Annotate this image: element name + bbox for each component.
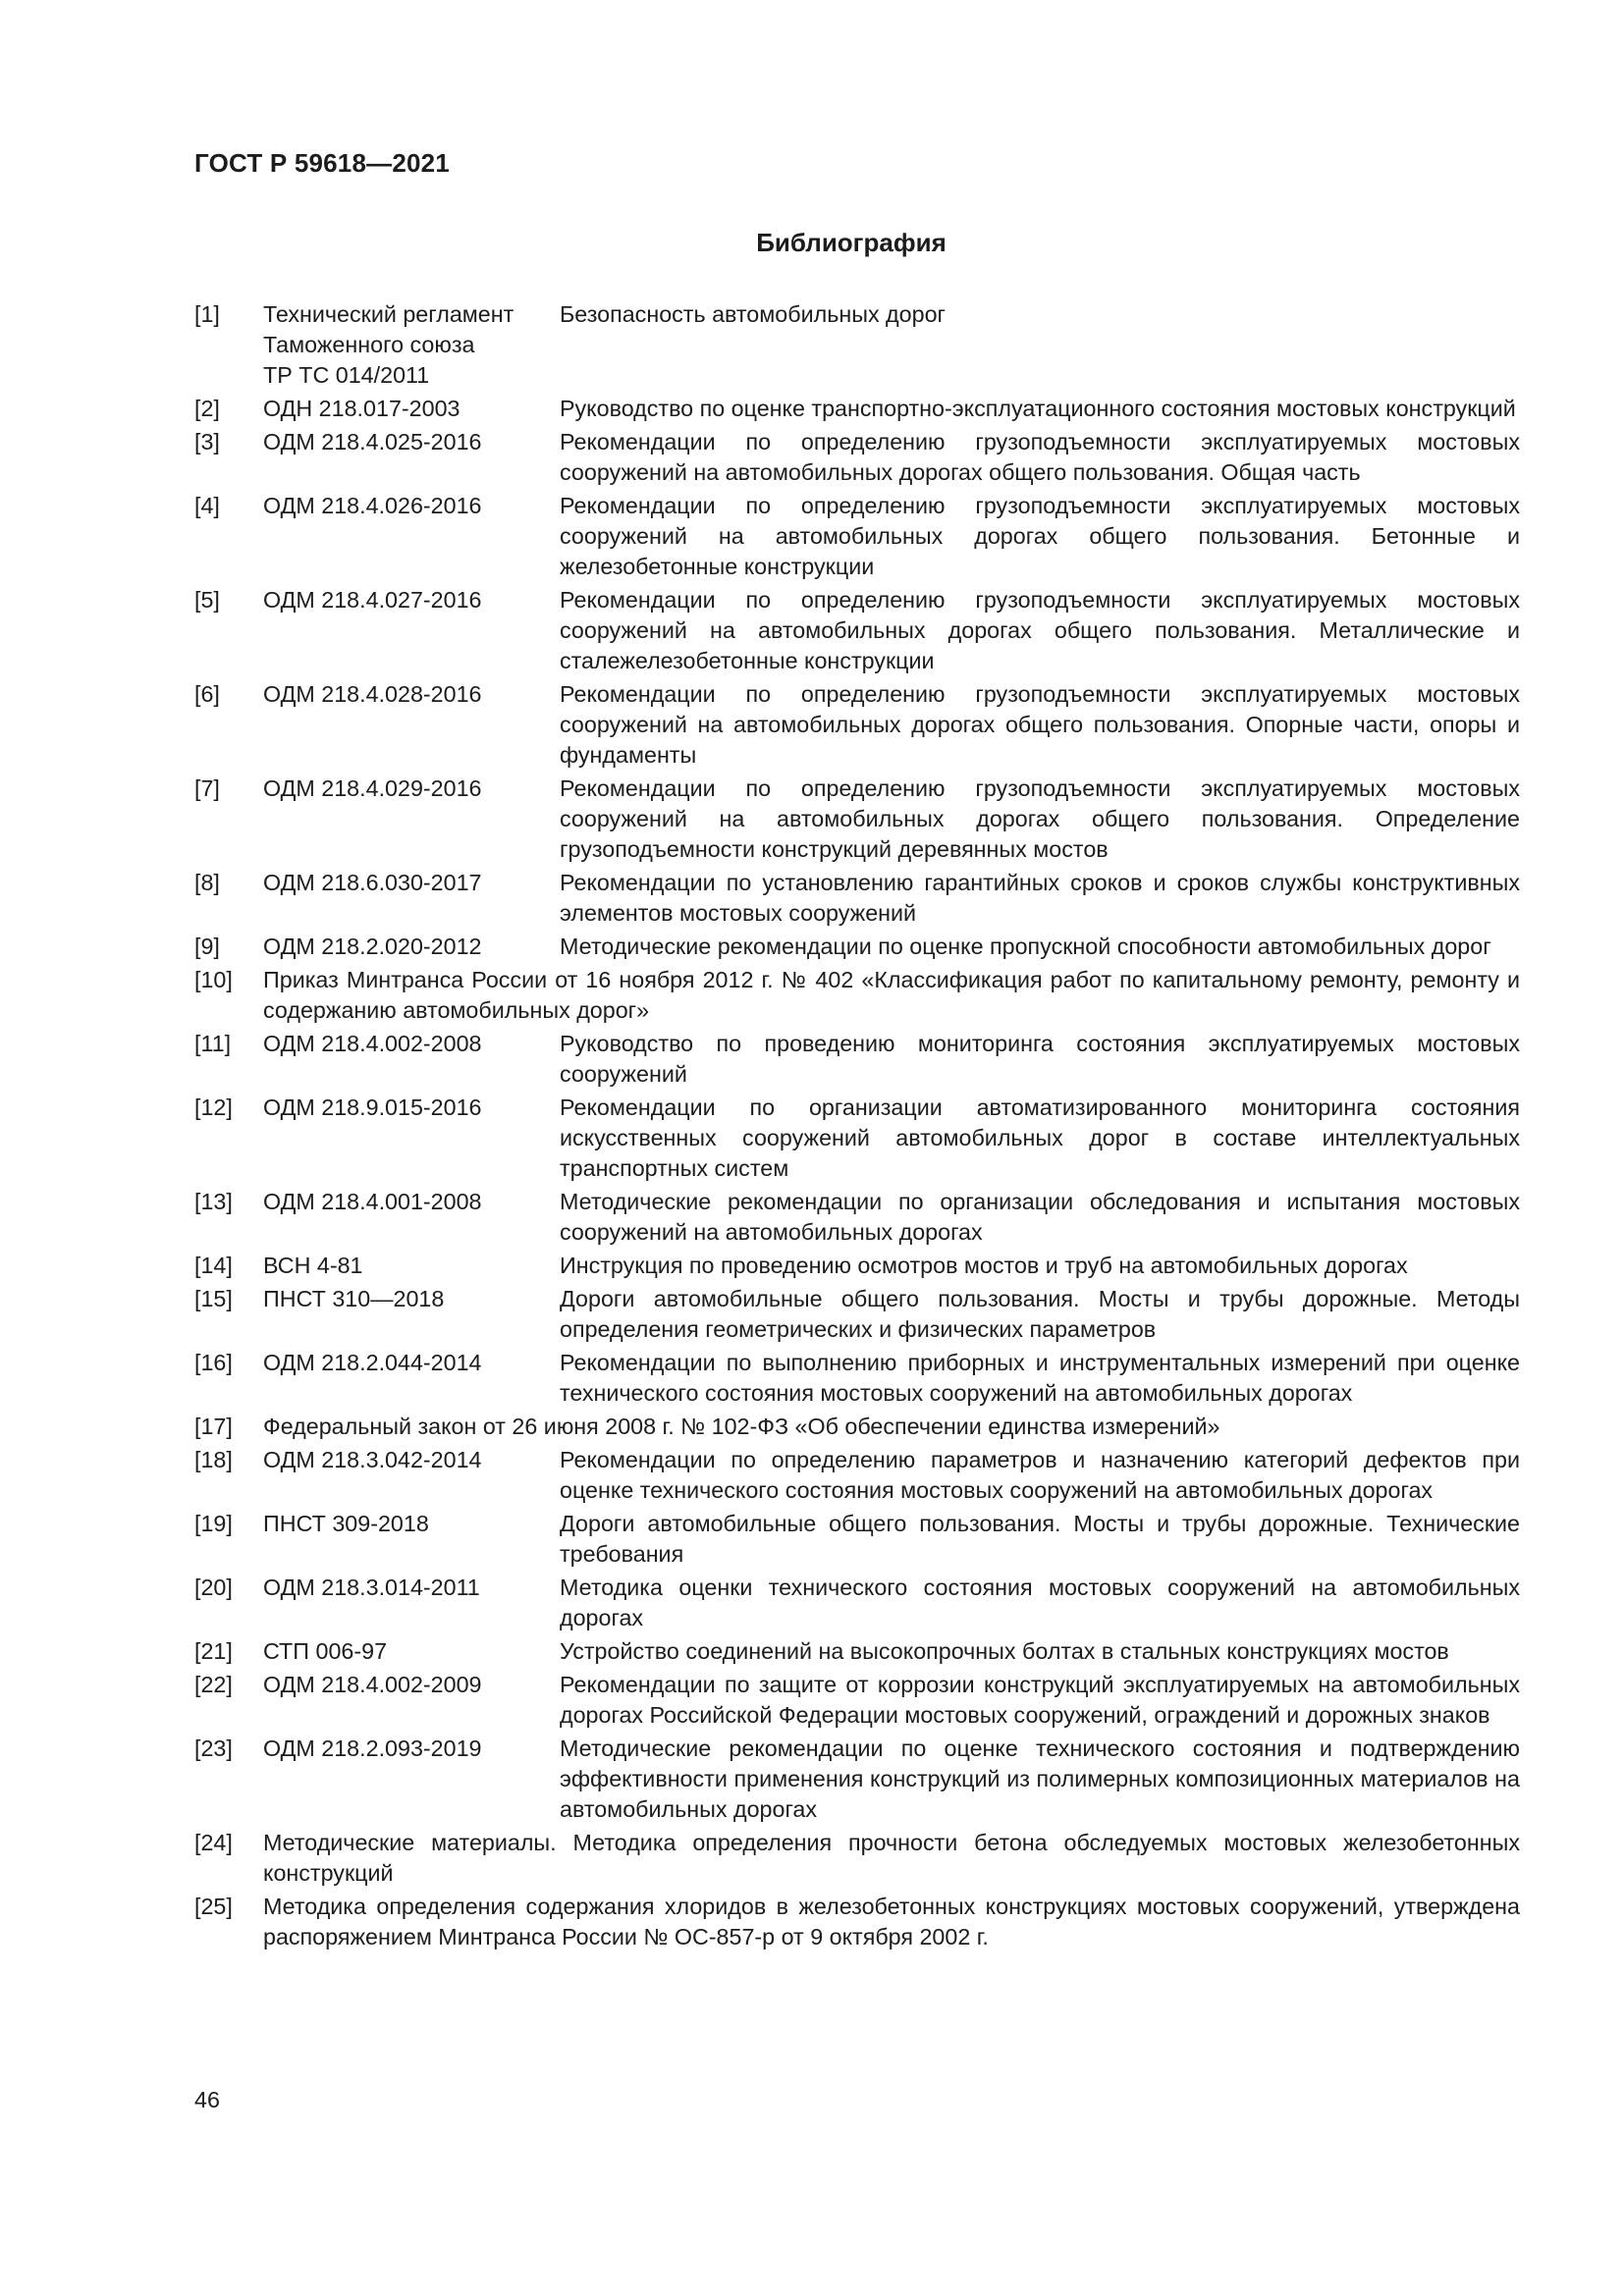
bibliography-entry [194,427,1520,488]
entry-document-code: ОДМ 218.9.015-2016 [263,1095,482,1120]
bibliography-entry [194,1187,1520,1248]
entry-document-code: СТП 006-97 [263,1638,388,1664]
bibliography-entry [194,1670,1520,1731]
entry-title: Устройство соединений на высокопрочных болтах в стальных конструкциях мостов [560,1638,1449,1664]
bibliography-entry [194,1636,1520,1667]
entry-number: [21] [194,1638,233,1664]
entry-number: [16] [194,1350,233,1375]
entry-number: [25] [194,1894,233,1919]
entry-number: [5] [194,587,220,613]
entry-document-code: ОДМ 218.4.025-2016 [263,429,482,454]
entry-number: [17] [194,1414,233,1439]
entry-title: Дороги автомобильные общего пользования. Мосты и трубы дорожные. Методы определения геометрических и физических параметров [560,1286,1520,1342]
bibliography-entry [194,1412,1520,1442]
entry-title: Рекомендации по определению грузоподъемности эксплуатируемых мостовых сооружений на автомобильных дорогах общего пользования. Металлические и сталежелезобетонные конструкции [560,587,1520,673]
entry-number: [9] [194,934,220,959]
entry-document-code: ОДН 218.017-2003 [263,396,460,421]
entry-title: Рекомендации по установлению гарантийных сроков и сроков службы конструктивных элементов мостовых сооружений [560,870,1520,926]
entry-document-code: ПНСТ 309-2018 [263,1511,429,1536]
bibliography-entry [194,1445,1520,1506]
bibliography-entry [194,1251,1520,1281]
bibliography-entry [194,1828,1520,1889]
entry-title: Рекомендации по определению грузоподъемности эксплуатируемых мостовых сооружений на автомобильных дорогах общего пользования. Общая часть [560,429,1520,485]
entry-title: Безопасность автомобильных дорог [560,301,947,327]
entry-document-code: ВСН 4-81 [263,1253,363,1278]
entry-document-code: Технический регламент Таможенного союза ТР ТС 014/2011 [263,301,514,388]
entry-title: Дороги автомобильные общего пользования. Мосты и трубы дорожные. Технические требования [560,1511,1520,1567]
bibliography-entry [194,1734,1520,1825]
document-code-header: ГОСТ Р 59618—2021 [194,148,450,178]
entry-document-code: ОДМ 218.3.042-2014 [263,1447,482,1472]
bibliography-entry [194,1509,1520,1570]
entry-full-text: Приказ Минтранса России от 16 ноября 2012 г. № 402 «Классификация работ по капитальному ремонту, ремонту и содержанию автомобильных дорог» [263,967,1520,1023]
entry-number: [2] [194,396,220,421]
entry-number: [19] [194,1511,233,1536]
entry-title: Рекомендации по определению грузоподъемности эксплуатируемых мостовых сооружений на автомобильных дорогах общего пользования. Определение грузоподъемности конструкций деревянных мостов [560,775,1520,862]
entry-number: [8] [194,870,220,895]
page-number: 46 [194,2087,220,2112]
entry-title: Методические рекомендации по организации обследования и испытания мостовых сооружений на автомобильных дорогах [560,1189,1520,1245]
entry-document-code: ПНСТ 310—2018 [263,1286,445,1311]
bibliography-entry [194,585,1520,676]
bibliography-entry [194,932,1520,962]
entry-number: [15] [194,1286,233,1311]
entry-title: Рекомендации по выполнению приборных и инструментальных измерений при оценке технического состояния мостовых сооружений на автомобильных дорогах [560,1350,1520,1406]
entry-full-text: Федеральный закон от 26 июня 2008 г. № 102-ФЗ «Об обеспечении единства измерений» [263,1414,1220,1439]
entry-document-code: ОДМ 218.2.020-2012 [263,934,482,959]
entry-number: [24] [194,1830,233,1855]
entry-document-code: ОДМ 218.4.027-2016 [263,587,482,613]
entry-number: [7] [194,775,220,801]
bibliography-entry [194,868,1520,929]
entry-number: [13] [194,1189,233,1214]
bibliography-entry [194,1573,1520,1633]
entry-number: [4] [194,493,220,518]
entry-number: [6] [194,681,220,707]
bibliography-entry [194,965,1520,1026]
bibliography-entry [194,1348,1520,1409]
entry-document-code: ОДМ 218.4.002-2009 [263,1672,482,1697]
entry-number: [3] [194,429,220,454]
bibliography-entry [194,299,1520,391]
bibliography-entry [194,774,1520,865]
entry-number: [12] [194,1095,233,1120]
entry-title: Методические рекомендации по оценке пропускной способности автомобильных дорог [560,934,1491,959]
bibliography-entry [194,1029,1520,1090]
entry-document-code: ОДМ 218.4.028-2016 [263,681,482,707]
entry-full-text: Методические материалы. Методика определения прочности бетона обследуемых мостовых железобетонных конструкций [263,1830,1520,1886]
entry-title: Руководство по оценке транспортно-эксплуатационного состояния мостовых конструкций [560,396,1516,421]
bibliography-entry [194,1093,1520,1184]
bibliography-entry [194,1284,1520,1345]
bibliography-entry [194,394,1520,424]
entry-title: Рекомендации по защите от коррозии конструкций эксплуатируемых на автомобильных дорогах Российской Федерации мостовых сооружений, ограждений и дорожных знаков [560,1672,1520,1728]
entry-title: Методические рекомендации по оценке технического состояния и подтверждению эффективности применения конструкций из полимерных композиционных материалов на автомобильных дорогах [560,1735,1520,1822]
entry-document-code: ОДМ 218.2.044-2014 [263,1350,482,1375]
entry-number: [14] [194,1253,233,1278]
entry-document-code: ОДМ 218.2.093-2019 [263,1735,482,1761]
entry-document-code: ОДМ 218.4.029-2016 [263,775,482,801]
entry-number: [18] [194,1447,233,1472]
entry-number: [10] [194,967,233,992]
entry-document-code: ОДМ 218.6.030-2017 [263,870,482,895]
entry-number: [11] [194,1031,232,1056]
entry-title: Методика оценки технического состояния мостовых сооружений на автомобильных дорогах [560,1575,1520,1630]
entry-number: [22] [194,1672,233,1697]
entry-number: [20] [194,1575,233,1600]
entry-title: Рекомендации по определению параметров и назначению категорий дефектов при оценке технического состояния мостовых сооружений на автомобильных дорогах [560,1447,1520,1503]
entry-title: Рекомендации по определению грузоподъемности эксплуатируемых мостовых сооружений на автомобильных дорогах общего пользования. Бетонные и железобетонные конструкции [560,493,1520,579]
entry-title: Рекомендации по организации автоматизированного мониторинга состояния искусственных сооружений автомобильных дорог в составе интеллектуальных транспортных систем [560,1095,1520,1181]
entry-number: [23] [194,1735,233,1761]
bibliography-entry [194,491,1520,582]
bibliography-entry [194,1892,1520,1952]
entry-full-text: Методика определения содержания хлоридов в железобетонных конструкциях мостовых сооружений, утверждена распоряжением Минтранса России № ОС-857-р от 9 октября 2002 г. [263,1894,1520,1949]
bibliography-list [194,299,1520,1955]
entry-document-code: ОДМ 218.4.026-2016 [263,493,482,518]
entry-title: Руководство по проведению мониторинга состояния эксплуатируемых мостовых сооружений [560,1031,1520,1087]
bibliography-title: Библиография [756,228,947,257]
bibliography-entry [194,679,1520,771]
entry-document-code: ОДМ 218.4.002-2008 [263,1031,482,1056]
entry-document-code: ОДМ 218.3.014-2011 [263,1575,480,1600]
entry-number: [1] [194,301,220,327]
entry-document-code: ОДМ 218.4.001-2008 [263,1189,482,1214]
entry-title: Рекомендации по определению грузоподъемности эксплуатируемых мостовых сооружений на автомобильных дорогах общего пользования. Опорные части, опоры и фундаменты [560,681,1520,768]
entry-title: Инструкция по проведению осмотров мостов и труб на автомобильных дорогах [560,1253,1408,1278]
